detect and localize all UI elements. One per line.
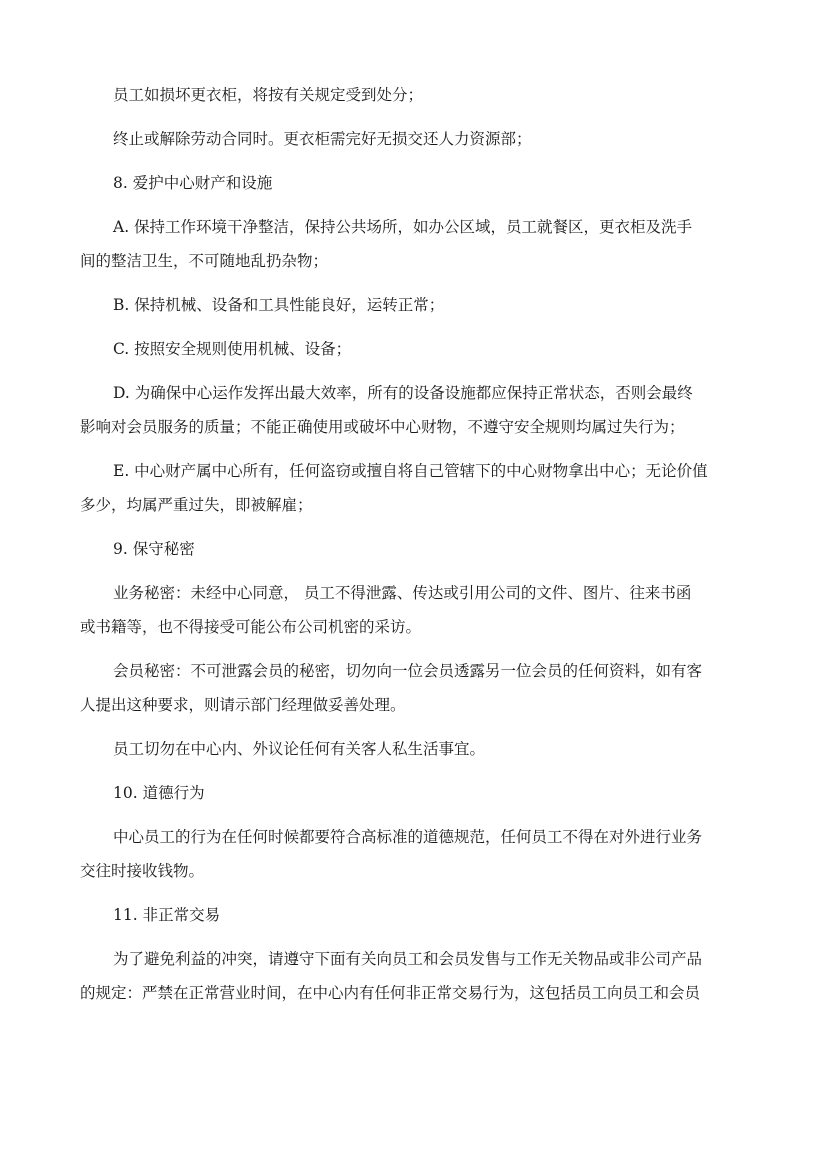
paragraph-line: 交往时接收钱物。 [80,862,205,880]
paragraph-line: 人提出这种要求，则请示部门经理做妥善处理。 [80,696,406,714]
section-heading: 11. 非正常交易 [113,906,221,924]
paragraph-line: 终止或解除劳动合同时。更衣柜需完好无损交还人力资源部； [113,130,532,148]
paragraph-line: B. 保持机械、设备和工具性能良好，运转正常； [113,296,445,314]
paragraph-line: C. 按照安全规则使用机械、设备； [113,340,352,358]
paragraph-line: 员工如损坏更衣柜，将按有关规定受到处分； [113,86,424,104]
paragraph-line: D. 为确保中心运作发挥出最大效率，所有的设备设施都应保持正常状态，否则会最终 [113,384,693,402]
section-heading: 9. 保守秘密 [113,540,195,558]
paragraph-line: 多少，均属严重过失，即被解雇； [80,496,313,514]
section-heading: 8. 爱护中心财产和设施 [113,174,273,192]
paragraph-line: A. 保持工作环境干净整洁，保持公共场所，如办公区域，员工就餐区，更衣柜及洗手 [113,218,693,236]
paragraph-line: 或书籍等，也不得接受可能公布公司机密的采访。 [80,618,422,636]
paragraph-line: 为了避免利益的冲突，请遵守下面有关向员工和会员发售与工作无关物品或非公司产品 [113,950,703,968]
paragraph-line: E. 中心财产属中心所有，任何盗窃或擅自将自己管辖下的中心财物拿出中心；无论价值 [113,462,708,480]
paragraph-line: 员工切勿在中心内、外议论任何有关客人私生活事宜。 [113,740,486,758]
paragraph-line: 影响对会员服务的质量；不能正确使用或破坏中心财物，不遵守安全规则均属过失行为； [80,418,685,436]
paragraph-line: 中心员工的行为在任何时候都要符合高标准的道德规范，任何员工不得在对外进行业务 [113,828,703,846]
paragraph-line: 会员秘密：不可泄露会员的秘密，切勿向一位会员透露另一位会员的任何资料，如有客 [113,662,703,680]
document-body [80,83,752,1005]
section-heading: 10. 道德行为 [113,784,205,802]
paragraph-line: 的规定：严禁在正常营业时间，在中心内有任何非正常交易行为，这包括员工向员工和会员 [80,984,701,1002]
paragraph-line: 间的整洁卫生，不可随地乱扔杂物； [80,252,329,270]
paragraph-line: 业务秘密：未经中心同意， 员工不得泄露、传达或引用公司的文件、图片、往来书函 [113,584,692,602]
